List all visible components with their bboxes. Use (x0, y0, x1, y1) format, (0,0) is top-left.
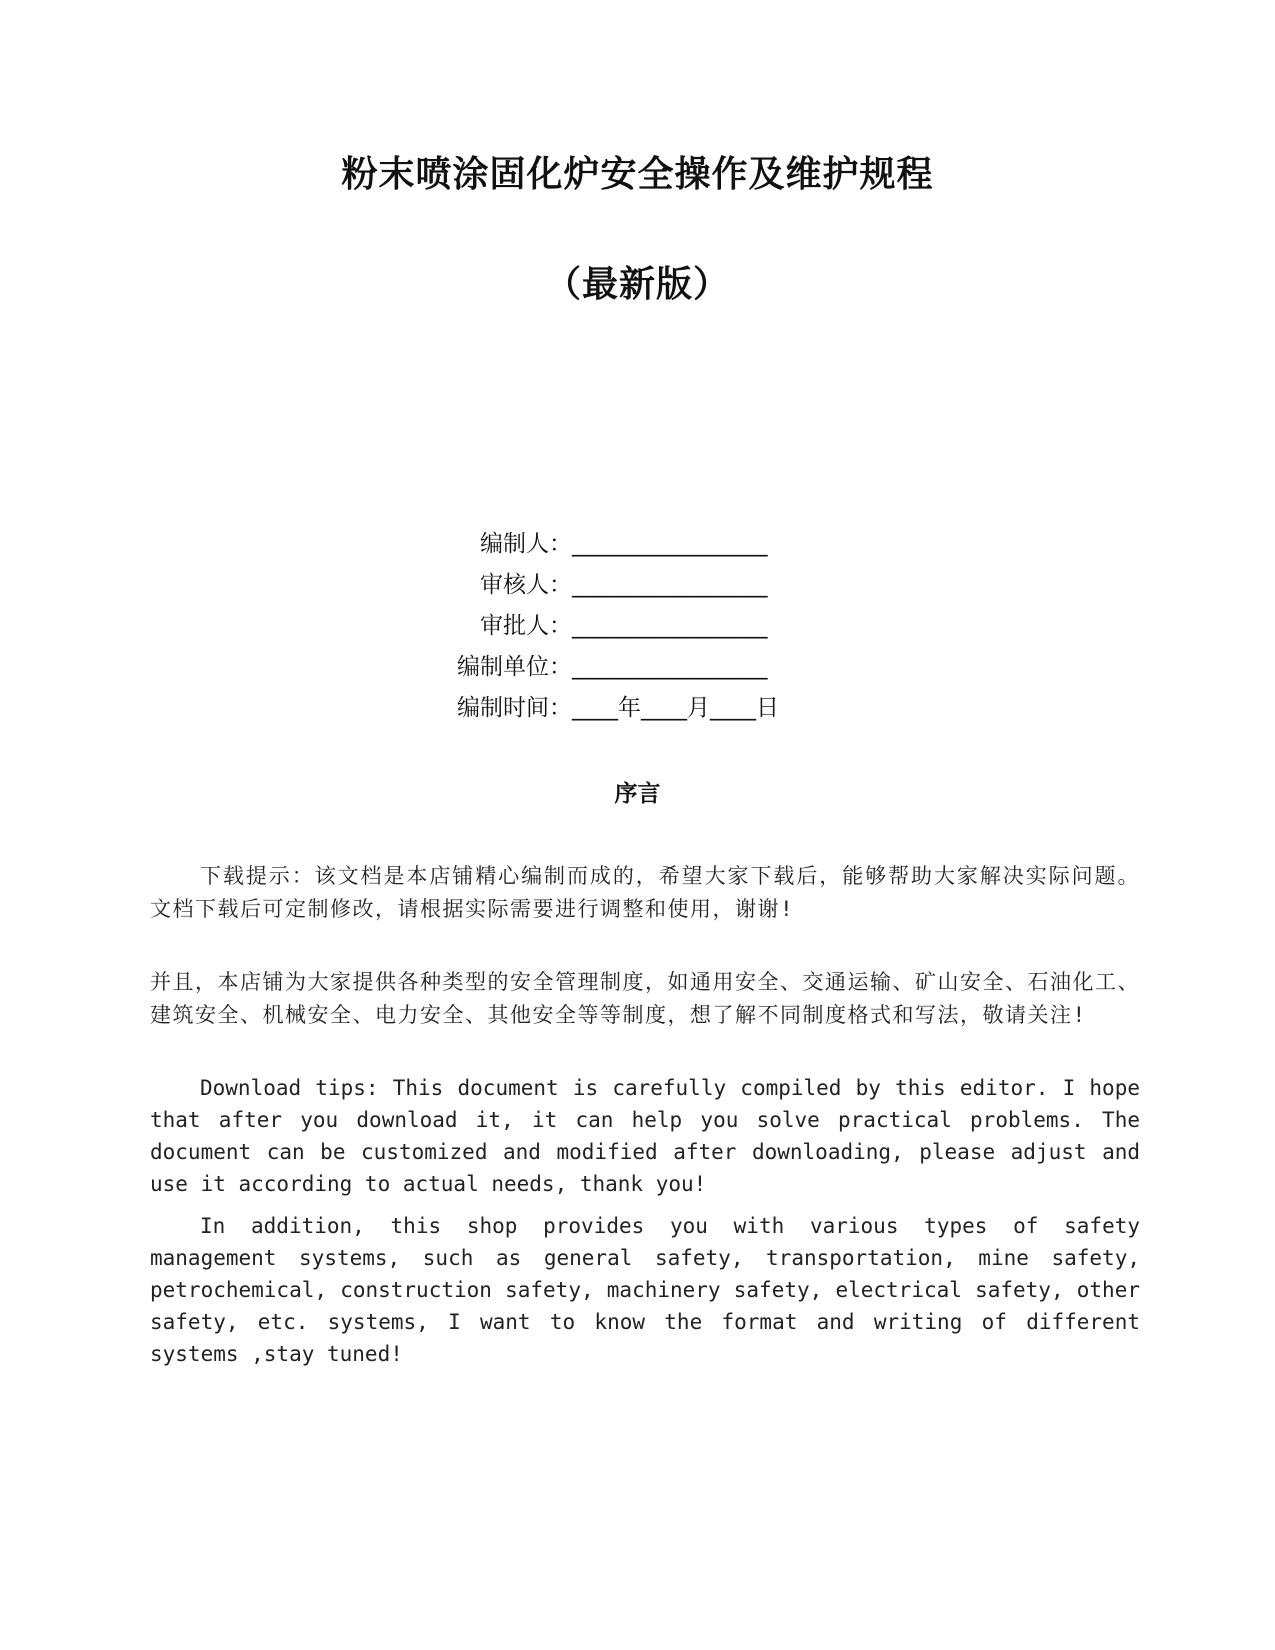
preface-paragraph-addition-en: In addition, this shop provides you with various types of safety management systems, such as general safety, transportation, mine safety, petrochemical, construction safety, machinery safety, electrical safety, other safety, etc. systems, I want to know the format and writing of different systems ,stay tuned! (150, 1214, 1140, 1366)
preface-paragraph-download-tip-en: Download tips: This document is carefully compiled by this editor. I hope that after you download it, it can help you solve practical problems. The document can be customized and modified after downloading, please adjust and use it according to actual needs, thank you! (150, 1076, 1140, 1196)
signoff-label: 编制时间： (457, 695, 572, 721)
signoff-block (0, 524, 1275, 729)
signoff-label: 编制单位： (457, 654, 572, 680)
document-subtitle: （最新版） (544, 263, 730, 305)
signoff-date-blank: ____年____月____日 (572, 695, 779, 721)
preface-heading: 序言 (614, 780, 661, 807)
signoff-blank: _________________ (572, 572, 768, 598)
signoff-blank: _________________ (572, 654, 768, 680)
signoff-blank: _________________ (572, 613, 768, 639)
signoff-row-date (0, 688, 1275, 729)
signoff-label: 审批人： (480, 613, 572, 639)
preface-paragraph-addition-zh: 并且，本店铺为大家提供各种类型的安全管理制度，如通用安全、交通运输、矿山安全、石油化工、建筑安全、机械安全、电力安全、其他安全等等制度，想了解不同制度格式和写法，敬请关注! (150, 970, 1140, 1027)
signoff-label: 编制人： (480, 531, 572, 557)
signoff-row-reviewer (0, 565, 1275, 606)
signoff-label: 审核人： (480, 572, 572, 598)
signoff-blank: _________________ (572, 531, 768, 557)
preface-paragraph-download-tip-zh: 下载提示：该文档是本店铺精心编制而成的，希望大家下载后，能够帮助大家解决实际问题。文档下载后可定制修改，请根据实际需要进行调整和使用，谢谢! (150, 864, 1140, 921)
signoff-row-compiler (0, 524, 1275, 565)
signoff-row-unit (0, 647, 1275, 688)
signoff-row-approver (0, 606, 1275, 647)
document-title: 粉末喷涂固化炉安全操作及维护规程 (341, 153, 934, 195)
